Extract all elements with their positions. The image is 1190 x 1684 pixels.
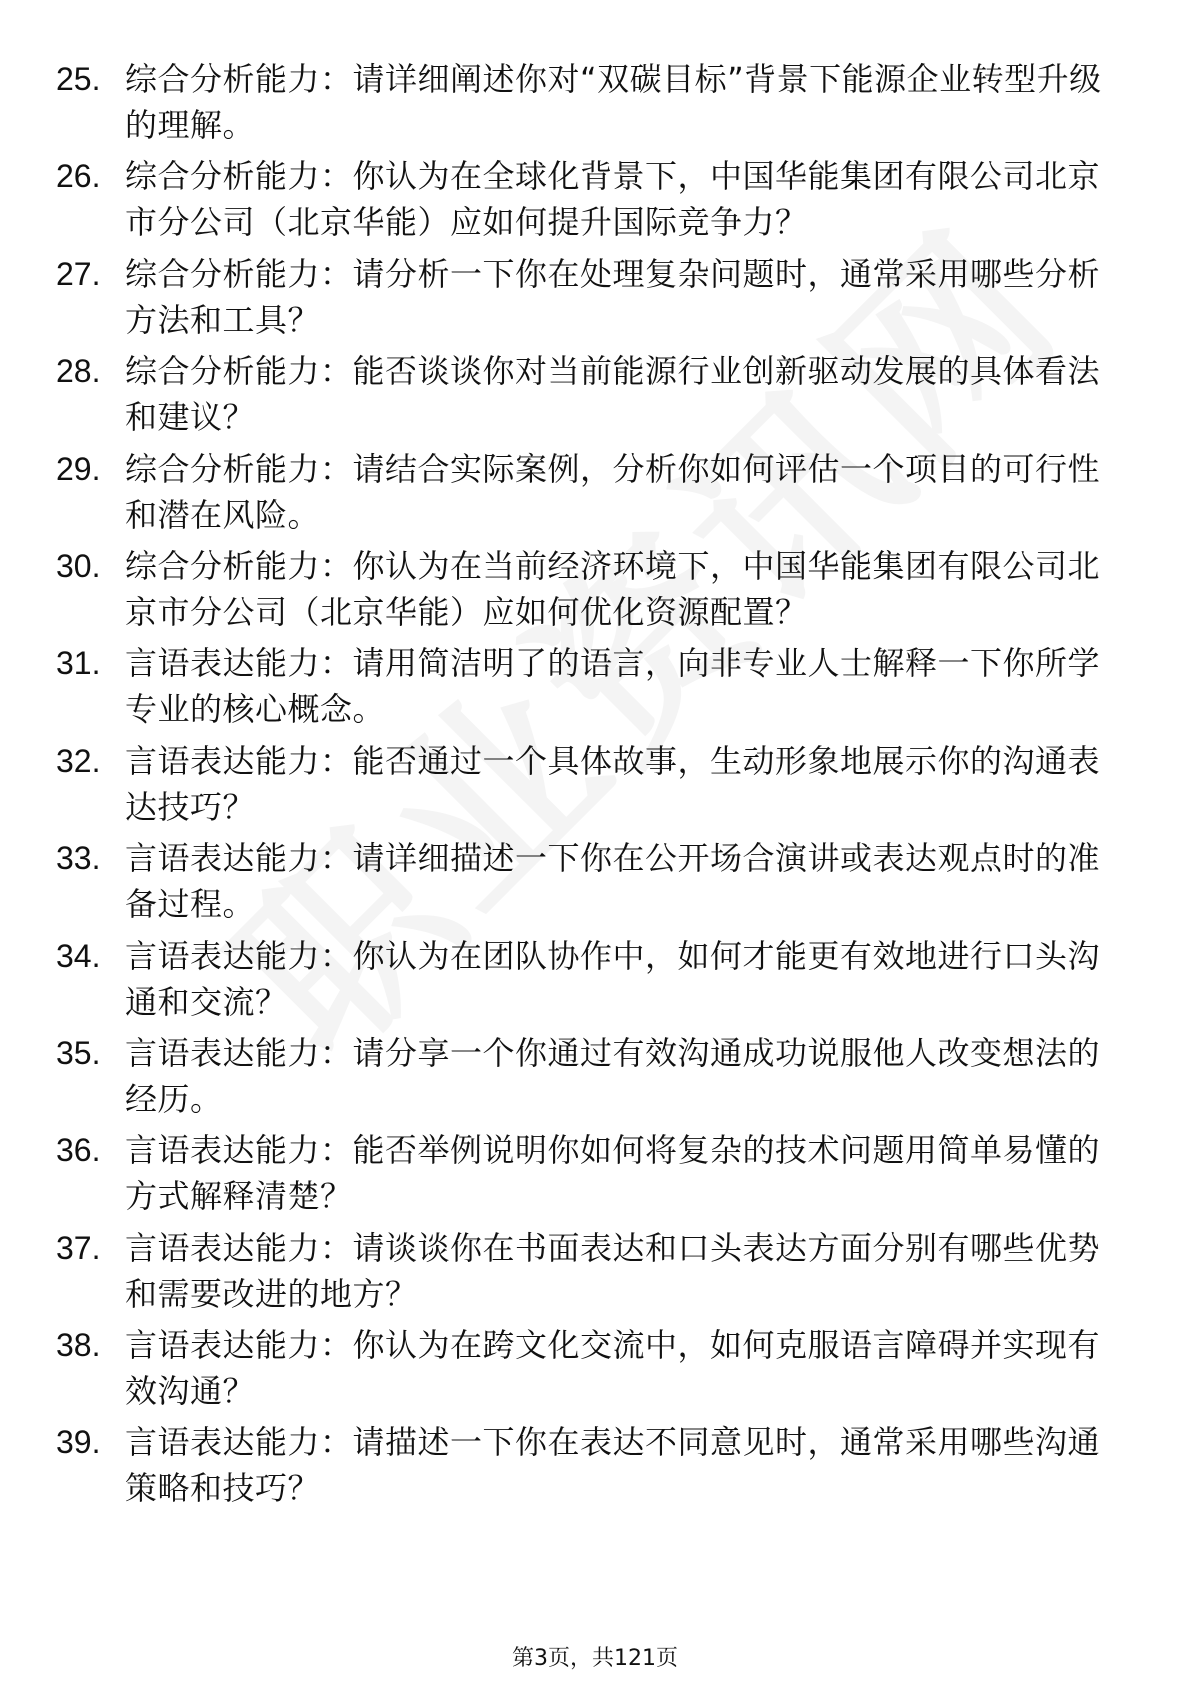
question-list [0,50,1190,1511]
list-item [0,1219,1190,1316]
question-text: 综合分析能力：请结合实际案例，分析你如何评估一个项目的可行性和潜在风险。 [125,449,1101,534]
list-item [0,245,1190,342]
list-item [0,147,1190,244]
question-text: 综合分析能力：你认为在全球化背景下，中国华能集团有限公司北京市分公司（北京华能）应如何提升国际竞争力？ [125,157,1101,242]
question-number: 29. [56,450,101,487]
list-item [0,927,1190,1024]
question-text: 言语表达能力：请谈谈你在书面表达和口头表达方面分别有哪些优势和需要改进的地方？ [125,1228,1101,1313]
question-text: 言语表达能力：请用简洁明了的语言，向非专业人士解释一下你所学专业的核心概念。 [125,644,1101,729]
question-number: 28. [56,353,101,390]
question-number: 25. [56,61,101,97]
list-item [0,1316,1190,1413]
question-number: 30. [56,547,101,584]
question-text: 综合分析能力：你认为在当前经济环境下，中国华能集团有限公司北京市分公司（北京华能）应如何优化资源配置？ [125,546,1101,631]
question-number: 39. [56,1424,101,1461]
question-text: 言语表达能力：能否通过一个具体故事，生动形象地展示你的沟通表达技巧？ [125,741,1101,826]
question-number: 38. [56,1327,101,1364]
list-item [0,1121,1190,1218]
list-item [0,1413,1190,1510]
question-number: 32. [56,742,101,779]
question-number: 36. [56,1132,101,1169]
list-item [0,829,1190,926]
page-footer: 第3页，共121页 [512,1646,678,1671]
question-text: 言语表达能力：请分享一个你通过有效沟通成功说服他人改变想法的经历。 [125,1033,1101,1118]
question-text: 综合分析能力：能否谈谈你对当前能源行业创新驱动发展的具体看法和建议？ [125,352,1101,437]
question-text: 言语表达能力：请详细描述一下你在公开场合演讲或表达观点时的准备过程。 [125,839,1101,924]
question-number: 26. [56,158,101,195]
question-text: 言语表达能力：请描述一下你在表达不同意见时，通常采用哪些沟通策略和技巧？ [125,1423,1101,1508]
question-text: 综合分析能力：请分析一下你在处理复杂问题时，通常采用哪些分析方法和工具？ [125,254,1101,339]
question-text: 言语表达能力：你认为在跨文化交流中，如何克服语言障碍并实现有效沟通？ [125,1326,1101,1411]
question-number: 37. [56,1229,101,1266]
list-item [0,1024,1190,1121]
question-text: 言语表达能力：能否举例说明你如何将复杂的技术问题用简单易懂的方式解释清楚？ [125,1131,1101,1216]
question-text: 综合分析能力：请详细阐述你对“双碳目标”背景下能源企业转型升级的理解。 [125,60,1102,144]
question-number: 35. [56,1034,101,1071]
list-item [0,537,1190,634]
list-item [0,50,1190,147]
list-item [0,732,1190,829]
question-number: 31. [56,645,101,682]
question-number: 33. [56,840,101,877]
question-text: 言语表达能力：你认为在团队协作中，如何才能更有效地进行口头沟通和交流？ [125,936,1101,1021]
list-item [0,342,1190,439]
list-item [0,440,1190,537]
question-number: 27. [56,255,101,292]
list-item [0,634,1190,731]
question-number: 34. [56,937,101,974]
